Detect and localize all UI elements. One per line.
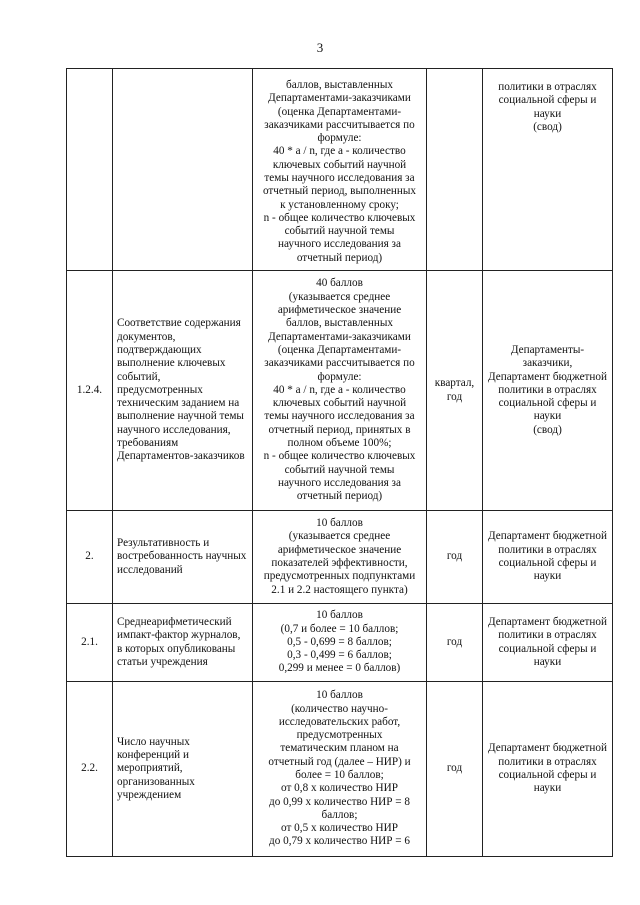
criterion-responsible — [483, 511, 613, 604]
cell-line: политики в отраслях — [498, 383, 597, 396]
cell-line: отчетный год (далее – НИР) и — [268, 755, 411, 768]
cell-line: науки — [533, 655, 562, 668]
cell-line: исследований — [117, 563, 183, 576]
page-number: 3 — [316, 40, 324, 55]
cell-line: Число научных — [117, 735, 190, 748]
cell-line: тематическим планом на — [280, 742, 399, 755]
cell-line: 2.1 и 2.2 настоящего пункта) — [271, 583, 408, 596]
cell-line: баллов; — [321, 808, 358, 821]
cell-line: науки — [533, 410, 562, 423]
cell-line: в которых опубликованы — [117, 642, 236, 655]
cell-line: 40 баллов — [316, 277, 363, 290]
criterion-period — [427, 604, 483, 682]
cell-line: год — [446, 762, 463, 775]
cell-line: 10 баллов — [316, 689, 363, 702]
cell-line: (количество научно- — [291, 702, 388, 715]
cell-line: предусмотренных — [117, 383, 203, 396]
cell-line: к установленному сроку; — [280, 198, 399, 211]
cell-line: требованиям — [117, 437, 179, 450]
cell-line: баллов, выставленных — [286, 317, 393, 330]
criterion-name — [113, 271, 253, 511]
cell-line: Департаментами-заказчиками — [268, 92, 411, 105]
cell-line: импакт-фактор журналов, — [117, 629, 241, 642]
cell-line: (указывается среднее — [288, 530, 391, 543]
cell-line: учреждением — [117, 788, 182, 801]
cell-line: Результативность и — [117, 537, 210, 550]
table-row — [67, 511, 613, 604]
row-number: 2.2. — [67, 682, 113, 857]
criterion-responsible — [483, 604, 613, 682]
criterion-name — [113, 511, 253, 604]
cell-line: заказчики, — [522, 357, 573, 370]
row-number: 1.2.4. — [67, 271, 113, 511]
cell-line: Департамент бюджетной — [487, 742, 608, 755]
cell-line: событий, — [117, 370, 161, 383]
cell-line: ключевых событий научной — [272, 397, 407, 410]
cell-line: 10 баллов — [316, 517, 363, 530]
cell-line: организованных — [117, 775, 195, 788]
cell-line: заказчиками рассчитывается по — [264, 118, 415, 131]
table-row — [67, 271, 613, 511]
cell-line: полном объеме 100%; — [287, 437, 392, 450]
cell-line: техническим заданием на — [117, 397, 240, 410]
cell-line: статьи учреждения — [117, 655, 208, 668]
criterion-name — [113, 69, 253, 271]
cell-line: Департаменты- — [510, 343, 585, 356]
cell-line: Департаментами-заказчиками — [268, 330, 411, 343]
cell-line: отчетный период) — [296, 251, 383, 264]
cell-line: (свод) — [533, 120, 562, 133]
cell-line: арифметическое значение — [277, 543, 402, 556]
cell-line: конференций и — [117, 749, 189, 762]
row-number: 2.1. — [67, 604, 113, 682]
cell-line: 10 баллов — [316, 609, 363, 622]
cell-line: квартал, — [434, 377, 475, 390]
criterion-score — [253, 682, 427, 857]
cell-line: отчетный период, принятых в — [268, 423, 411, 436]
cell-line: предусмотренных — [296, 729, 383, 742]
criterion-period — [427, 271, 483, 511]
cell-line: научного исследования, — [117, 423, 231, 436]
cell-line: отчетный период) — [296, 490, 383, 503]
cell-line: 0,5 - 0,699 = 8 баллов; — [287, 635, 392, 648]
cell-line: показателей эффективности, — [271, 557, 408, 569]
cell-line: баллов, выставленных — [286, 78, 393, 91]
criterion-responsible — [483, 682, 613, 857]
cell-line: событий научной темы — [284, 463, 395, 476]
cell-line: (свод) — [533, 423, 562, 436]
criterion-responsible — [483, 69, 613, 271]
row-number: 2. — [67, 511, 113, 604]
criteria-table — [66, 68, 613, 857]
cell-line: науки — [533, 782, 562, 795]
table-row — [67, 69, 613, 271]
cell-line: подтверждающих — [117, 343, 202, 356]
cell-line: до 0,79 x количество НИР = 6 — [269, 835, 410, 848]
cell-line: темы научного исследования за — [264, 172, 415, 184]
cell-line: политики в отраслях — [498, 81, 597, 93]
table-row — [67, 682, 613, 857]
criterion-period — [427, 69, 483, 271]
cell-line: востребованность научных — [117, 550, 247, 563]
cell-line: Департамент бюджетной — [487, 530, 608, 543]
cell-line: выполнение ключевых — [117, 357, 226, 370]
cell-line: документов, — [117, 330, 176, 343]
row-number — [67, 69, 113, 271]
cell-line: темы научного исследования за — [264, 410, 415, 423]
cell-line: политики в отраслях — [498, 543, 597, 556]
cell-line: год — [446, 390, 463, 403]
cell-line: до 0,99 x количество НИР = 8 — [269, 795, 410, 808]
cell-line: социальной сферы и — [498, 557, 597, 569]
cell-line: социальной сферы и — [498, 397, 597, 410]
cell-line: (0,7 и более = 10 баллов; — [280, 622, 399, 635]
cell-line: 40 * a / n, где a - количество — [273, 145, 406, 158]
cell-line: более = 10 баллов; — [295, 769, 384, 781]
cell-line: (оценка Департаментами- — [277, 105, 402, 118]
cell-line: формуле: — [317, 132, 362, 145]
criterion-score — [253, 511, 427, 604]
cell-line: n - общее количество ключевых — [263, 211, 416, 224]
cell-line: отчетный период, выполненных — [262, 185, 417, 198]
table-row — [67, 604, 613, 682]
cell-line: год — [446, 635, 463, 648]
cell-line: политики в отраслях — [498, 755, 597, 768]
cell-line: Департаментов-заказчиков — [117, 450, 245, 463]
cell-line: политики в отраслях — [498, 629, 597, 642]
cell-line: 40 * a / n, где a - количество — [273, 383, 406, 396]
cell-line: год — [446, 550, 463, 563]
criterion-period — [427, 682, 483, 857]
cell-line: социальной сферы и — [498, 642, 597, 655]
cell-line: социальной сферы и — [498, 94, 597, 107]
cell-line: 0,3 - 0,499 = 6 баллов; — [287, 649, 392, 662]
criterion-score — [253, 69, 427, 271]
criterion-name — [113, 604, 253, 682]
cell-line: исследовательских работ, — [278, 715, 401, 728]
cell-line: n - общее количество ключевых — [263, 450, 416, 463]
cell-line: Соответствие содержания — [117, 317, 241, 330]
cell-line: Департамент бюджетной — [487, 615, 608, 628]
cell-line: Департамент бюджетной — [487, 370, 608, 383]
cell-line: (оценка Департаментами- — [277, 343, 402, 356]
cell-line: заказчиками рассчитывается по — [264, 357, 415, 370]
cell-line: научного исследования за — [278, 476, 401, 489]
cell-line: (указывается среднее — [288, 290, 391, 303]
cell-line: мероприятий, — [117, 762, 183, 775]
cell-line: ключевых событий научной — [272, 158, 407, 171]
criterion-score — [253, 271, 427, 511]
cell-line: предусмотренных подпунктами — [263, 570, 416, 583]
cell-line: науки — [533, 570, 562, 583]
criterion-score — [253, 604, 427, 682]
criterion-responsible — [483, 271, 613, 511]
cell-line: формуле: — [317, 370, 362, 383]
cell-line: событий научной темы — [284, 225, 395, 238]
cell-line: от 0,5 x количество НИР — [281, 822, 398, 835]
cell-line: Среднеарифметический — [117, 615, 232, 628]
cell-line: от 0,8 x количество НИР — [281, 782, 398, 795]
criterion-period — [427, 511, 483, 604]
cell-line: арифметическое значение — [277, 304, 402, 317]
cell-line: выполнение научной темы — [117, 410, 244, 423]
criterion-name — [113, 682, 253, 857]
cell-line: социальной сферы и — [498, 769, 597, 781]
cell-line: научного исследования за — [278, 238, 401, 251]
cell-line: науки — [533, 107, 562, 120]
cell-line: 0,299 и менее = 0 баллов) — [278, 662, 401, 675]
